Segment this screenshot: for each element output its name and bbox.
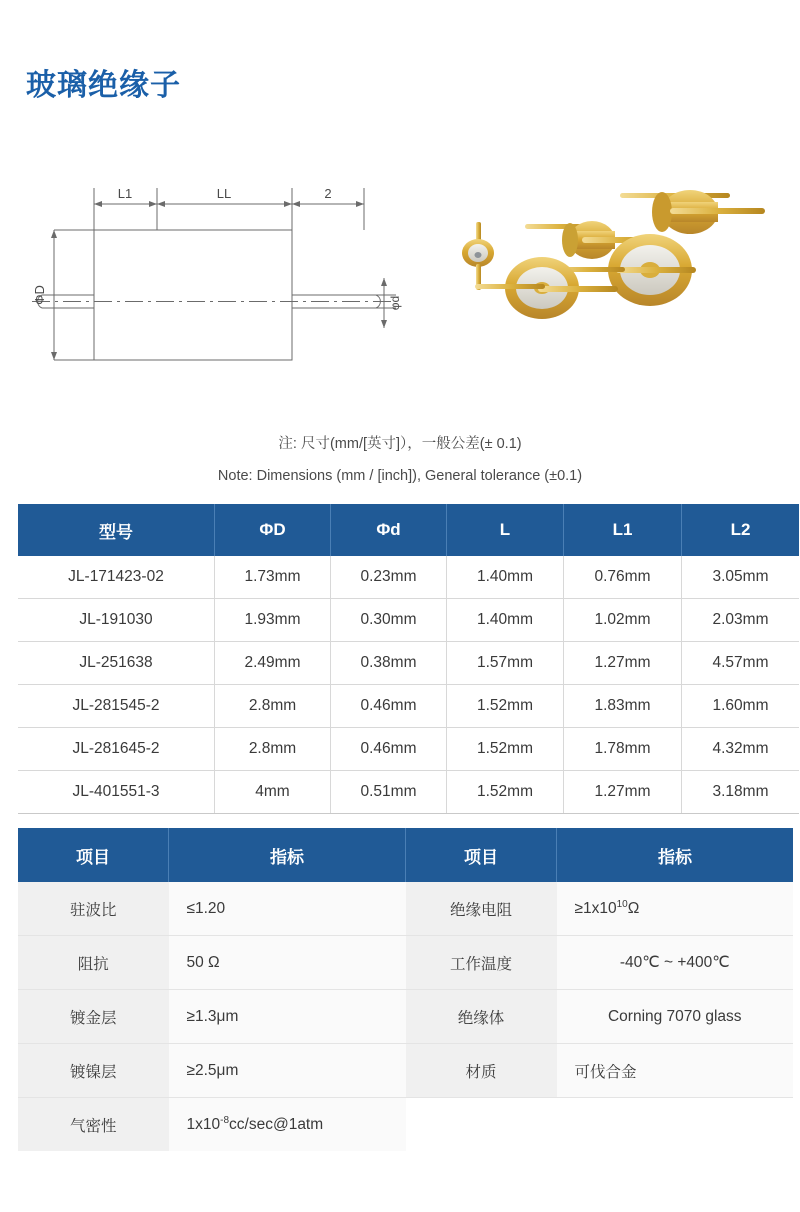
param-value-vswr: ≤1.20	[169, 882, 406, 936]
spec-header-model: 型号	[18, 504, 215, 556]
spec-cell-phid: 1.93mm	[215, 599, 331, 642]
spec-cell-phi-d: 0.46mm	[331, 685, 447, 728]
spec-header-l: L	[447, 504, 564, 556]
param-label-material: 材质	[406, 1044, 557, 1098]
param-label-nickel-plating: 镀镍层	[18, 1044, 169, 1098]
spec-cell-phid: 2.8mm	[215, 728, 331, 771]
param-label-vswr: 驻波比	[18, 882, 169, 936]
spec-cell-model: JL-251638	[18, 642, 215, 685]
param-label-gold-plating: 镀金层	[18, 990, 169, 1044]
spec-cell-l: 1.52mm	[447, 728, 564, 771]
spec-header-l1: L1	[564, 504, 682, 556]
technical-drawing	[24, 160, 404, 390]
spec-cell-model: JL-171423-02	[18, 556, 215, 599]
ir-exponent: 10	[616, 898, 628, 910]
table-row	[18, 1044, 793, 1098]
spec-cell-l: 1.40mm	[447, 556, 564, 599]
dim-phi-d-label: φd	[388, 295, 402, 311]
spec-cell-phi-d: 0.23mm	[331, 556, 447, 599]
product-photo-svg	[420, 160, 780, 390]
param-label-hermeticity: 气密性	[18, 1098, 169, 1152]
hermeticity-text	[187, 1116, 324, 1133]
param-label-impedance: 阻抗	[18, 936, 169, 990]
connector-part-e	[475, 257, 618, 319]
connector-part-a	[620, 190, 765, 234]
dim-phid-label: ΦD	[32, 285, 47, 305]
param-label-empty	[406, 1098, 557, 1152]
param-value-operating-temperature: -40℃ ~ +400℃	[557, 936, 794, 990]
table-row	[18, 728, 799, 771]
herm-exponent: -8	[220, 1114, 230, 1126]
spec-cell-l: 1.52mm	[447, 771, 564, 814]
spec-cell-l1: 0.76mm	[564, 556, 682, 599]
spec-cell-l: 1.57mm	[447, 642, 564, 685]
table-row	[18, 936, 793, 990]
spec-cell-l: 1.40mm	[447, 599, 564, 642]
connector-part-c	[462, 222, 494, 290]
dim-ll-label: LL	[216, 186, 232, 201]
param-header-spec-2: 指标	[557, 828, 794, 882]
param-header-spec-1: 指标	[169, 828, 406, 882]
table-row	[18, 599, 799, 642]
spec-cell-model: JL-401551-3	[18, 771, 215, 814]
param-label-operating-temperature: 工作温度	[406, 936, 557, 990]
param-value-nickel-plating: ≥2.5μm	[169, 1044, 406, 1098]
spec-header-phid: ΦD	[215, 504, 331, 556]
param-table-header-row	[18, 828, 793, 882]
param-label-insulator: 绝缘体	[406, 990, 557, 1044]
spec-cell-l2: 2.03mm	[682, 599, 800, 642]
spec-cell-l1: 1.78mm	[564, 728, 682, 771]
spec-cell-phi-d: 0.51mm	[331, 771, 447, 814]
param-value-insulation-resistance	[557, 882, 794, 936]
spec-cell-l1: 1.27mm	[564, 642, 682, 685]
spec-header-l2: L2	[682, 504, 800, 556]
spec-cell-l2: 4.57mm	[682, 642, 800, 685]
spec-cell-l: 1.52mm	[447, 685, 564, 728]
note-en: Note: Dimensions (mm / [inch]), General tolerance (±0.1)	[217, 468, 583, 484]
spec-cell-l1: 1.27mm	[564, 771, 682, 814]
param-label-insulation-resistance: 绝缘电阻	[406, 882, 557, 936]
table-row	[18, 990, 793, 1044]
spec-cell-l1: 1.02mm	[564, 599, 682, 642]
spec-cell-l1: 1.83mm	[564, 685, 682, 728]
spec-cell-l2: 4.32mm	[682, 728, 800, 771]
spec-cell-phid: 1.73mm	[215, 556, 331, 599]
param-value-empty	[557, 1098, 794, 1152]
spec-cell-phid: 2.49mm	[215, 642, 331, 685]
page-title: 玻璃绝缘子	[26, 69, 181, 102]
ir-post: Ω	[627, 900, 640, 918]
insulation-resistance-text	[575, 900, 640, 917]
dim-2-label: 2	[324, 186, 332, 201]
spec-cell-model: JL-191030	[18, 599, 215, 642]
table-row	[18, 771, 799, 814]
dim-l1-label: L1	[117, 186, 133, 201]
spec-table	[18, 504, 799, 814]
spec-cell-l2: 3.05mm	[682, 556, 800, 599]
spec-cell-phid: 2.8mm	[215, 685, 331, 728]
param-value-gold-plating: ≥1.3μm	[169, 990, 406, 1044]
spec-cell-phi-d: 0.38mm	[331, 642, 447, 685]
spec-cell-model: JL-281645-2	[18, 728, 215, 771]
param-value-insulator: Corning 7070 glass	[557, 990, 794, 1044]
spec-table-header-row	[18, 504, 799, 556]
ir-pre: ≥1x10	[574, 900, 617, 918]
spec-cell-phid: 4mm	[215, 771, 331, 814]
spec-cell-phi-d: 0.46mm	[331, 728, 447, 771]
table-row	[18, 882, 793, 936]
herm-post: cc/sec@1atm	[229, 1116, 324, 1134]
param-header-item-1: 项目	[18, 828, 169, 882]
parameter-table	[18, 828, 793, 1151]
spec-cell-l2: 3.18mm	[682, 771, 800, 814]
spec-cell-model: JL-281545-2	[18, 685, 215, 728]
param-value-hermeticity	[169, 1098, 406, 1152]
param-header-item-2: 项目	[406, 828, 557, 882]
table-row	[18, 556, 799, 599]
spec-cell-l2: 1.60mm	[682, 685, 800, 728]
herm-pre: 1x10	[186, 1116, 221, 1134]
spec-header-phi-d: Φd	[331, 504, 447, 556]
figure-area	[0, 160, 800, 410]
note-cn: 注: 尺寸(mm/[英寸]），一般公差(± 0.1)	[278, 436, 522, 452]
param-value-material: 可伐合金	[557, 1044, 794, 1098]
table-row	[18, 642, 799, 685]
product-photo	[420, 160, 780, 390]
table-row	[18, 1098, 793, 1152]
spec-cell-phi-d: 0.30mm	[331, 599, 447, 642]
table-row	[18, 685, 799, 728]
param-value-impedance: 50 Ω	[169, 936, 406, 990]
drawing-svg	[24, 160, 404, 390]
